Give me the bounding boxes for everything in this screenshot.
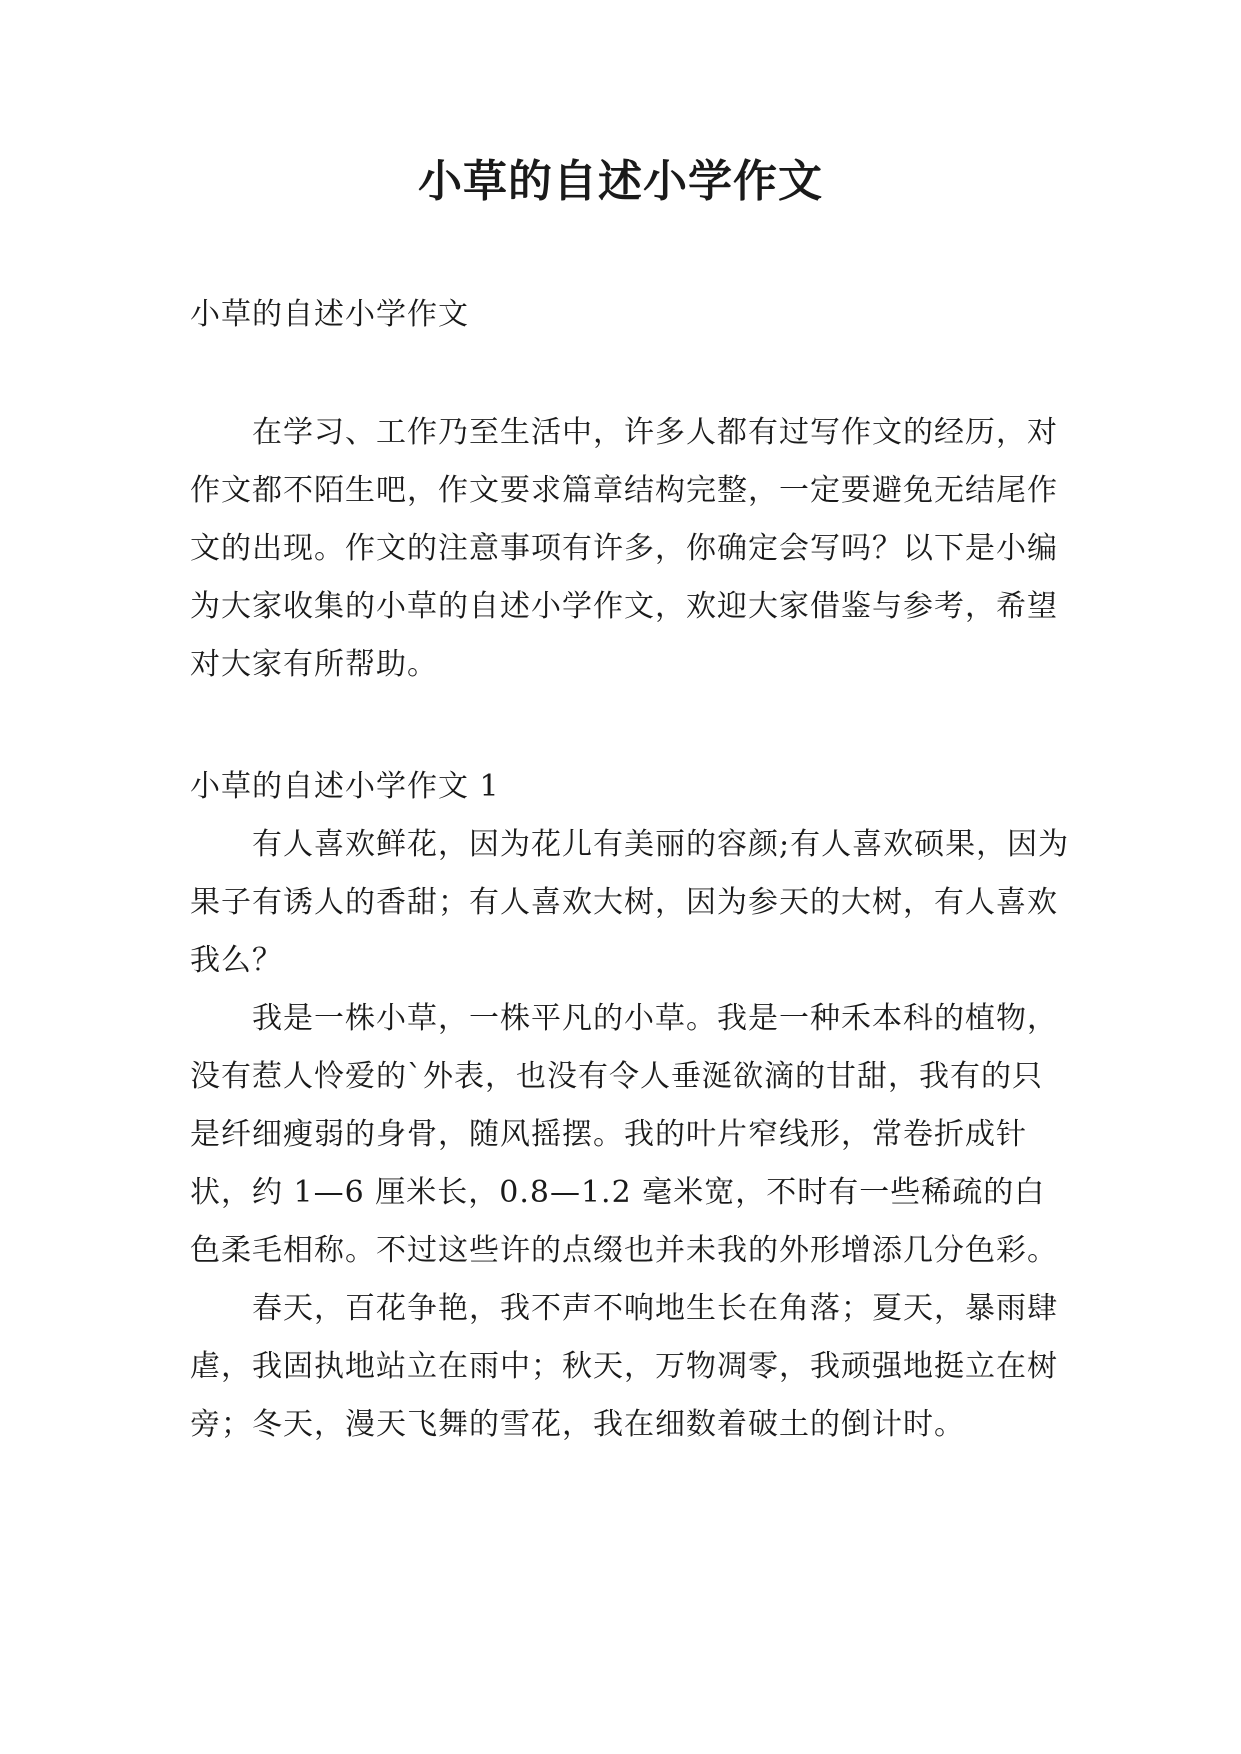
- essay-paragraph-3: 春天，百花争艳，我不声不响地生长在角落；夏天，暴雨肆虐，我固执地站立在雨中；秋天，万物凋零，我顽强地挺立在树旁；冬天，漫天飞舞的雪花，我在细数着破土的倒计时。: [190, 1291, 1058, 1442]
- essay-paragraph-1: 有人喜欢鲜花，因为花儿有美丽的容颜;有人喜欢硕果，因为果子有诱人的香甜；有人喜欢大树，因为参天的大树，有人喜欢我么？: [190, 827, 1070, 978]
- essay-paragraph-2: 我是一株小草，一株平凡的小草。我是一种禾本科的植物，没有惹人怜爱的`外表，也没有令人垂涎欲滴的甘甜，我有的只是纤细瘦弱的身骨，随风摇摆。我的叶片窄线形，常卷折成针状，约 1—6 厘米长，0.8—1.2 毫米宽，不时有一些稀疏的白色柔毛相称。不过这些许的点缀也并未我的外形增添几分色彩。: [190, 1001, 1058, 1268]
- document-subtitle: 小草的自述小学作文: [190, 297, 469, 332]
- section-heading: 小草的自述小学作文 1: [190, 769, 500, 804]
- document-title: 小草的自述小学作文: [418, 156, 823, 207]
- essay-section-1: [190, 758, 1070, 1454]
- intro-paragraph: 在学习、工作乃至生活中，许多人都有过写作文的经历，对作文都不陌生吧，作文要求篇章结构完整，一定要避免无结尾作文的出现。作文的注意事项有许多，你确定会写吗？以下是小编为大家收集的小草的自述小学作文，欢迎大家借鉴与参考，希望对大家有所帮助。: [190, 415, 1058, 682]
